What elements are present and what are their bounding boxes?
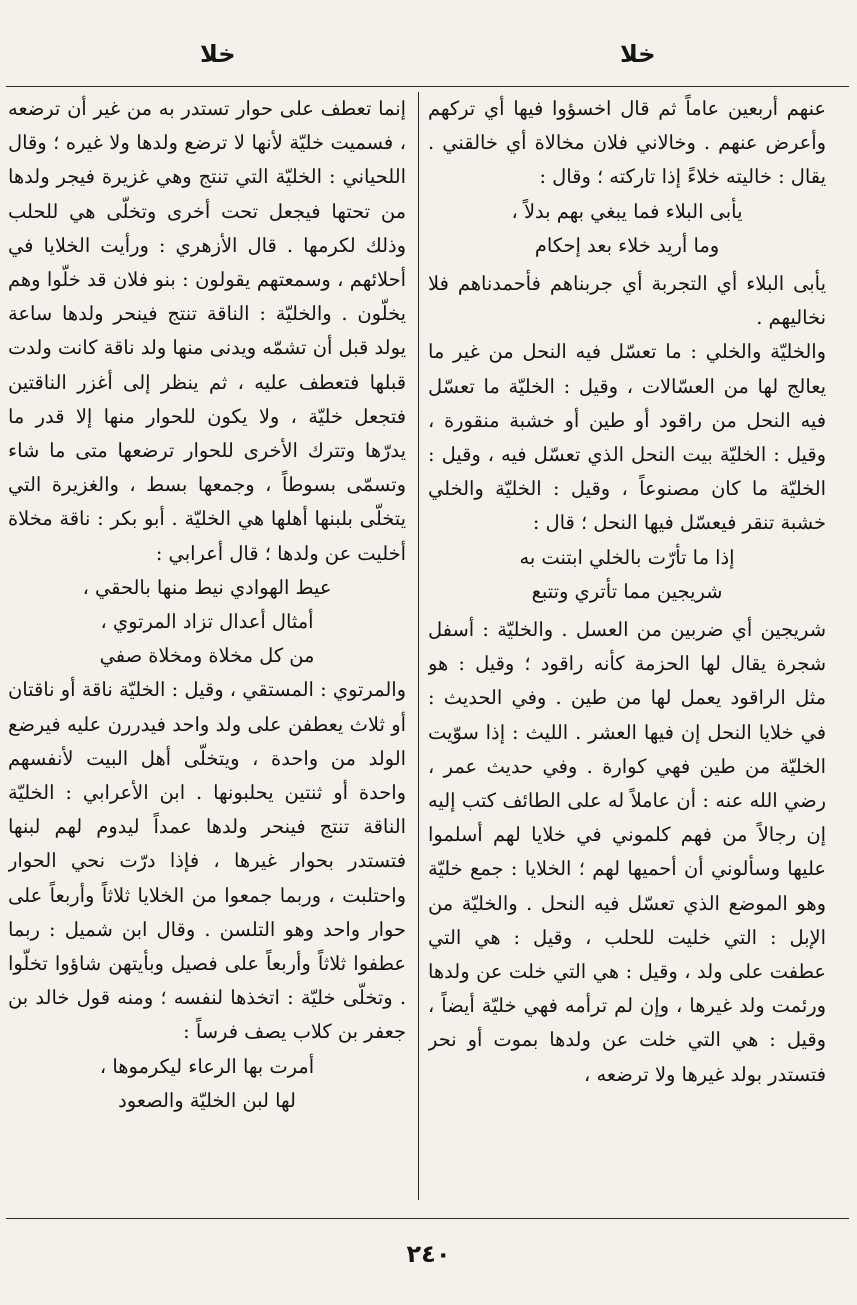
top-rule <box>6 86 849 87</box>
verse-line: أمرت بها الرعاء ليكرموها ، <box>99 1054 315 1078</box>
verse-line: عيط الهوادي نيط منها بالحقي ، <box>82 575 332 599</box>
verse-line: لها لبن الخليّة والصعود <box>118 1088 296 1112</box>
verse-line: شريجين مما تأتري وتتبع <box>531 579 723 603</box>
verse-line: من كل مخلاة ومخلاة صفي <box>99 644 315 668</box>
verse-line: إذا ما تأرّت بالخلي ابتنت به <box>519 545 735 569</box>
right-column <box>428 92 826 1210</box>
verse-line: أمثال أعدال تزاد المرتوي ، <box>100 610 314 634</box>
left-column <box>8 92 406 1210</box>
paragraph: عنهم أربعين عاماً ثم قال اخسؤوا فيها أي تركهم وأعرض عنهم . وخالاني فلان مخالاة أي خالقني . يقال : خاليته خلاءً إذا تاركته ؛ وقال : <box>428 97 826 189</box>
paragraph: إنما تعطف على حوار تستدر به من غير أن ترضعه ، فسميت خليّة لأنها لا ترضع ولدها ولا غيره ؛ وقال اللحياني : الخليّة التي تنتج وهي غزيرة فيجر ولدها من تحتها فيجعل تحت أخرى وتخلّى هي للحلب وذلك لكرمها . قال الأزهري : ورأيت الخلايا في أحلائهم ، وسمعتهم يقولون : بنو فلان قد خلّوا وهم يخلّون . والخليّة : الناقة تنتج فينحر ولدها ساعة يولد قبل أن تشمّه ويدنى منها ولد ناقة كانت ولدت قبلها فتعطف عليه ، ثم ينظر إلى أغزر الناقتين فتجعل خليّة ، ولا يكون للحوار منها إلا قدر ما يدرّها وتترك الأخرى للحوار ترضعها متى ما شاء وتسمّى بسوطاً ، وجمعها بسط ، والغزيرة التي يتخلّى بلبنها أهلها هي الخليّة . أبو بكر : ناقة مخلاة أخليت عن ولدها ؛ قال أعرابي : <box>8 97 406 565</box>
verse-line: وما أريد خلاء بعد إحكام <box>534 233 720 257</box>
bottom-rule <box>6 1218 849 1219</box>
column-divider <box>418 92 419 1200</box>
running-header-right: خلا <box>620 40 656 68</box>
paragraph: شريجين أي ضربين من العسل . والخليّة : أسفل شجرة يقال لها الحزمة كأنه راقود ؛ وقيل : هو مثل الراقود يعمل لها من طين . وفي الحديث : في خلايا النحل إن فيها العشر . الليث : إذا سوّيت الخليّة من طين فهي كوارة . وفي حديث عمر ، رضي الله عنه : أن عاملاً له على الطائف كتب إليه إن رجالاً من فهم كلموني في خلايا لهم أسلموا عليها وسألوني أن أحميها لهم ؛ الخلايا : جمع خليّة وهو الموضع الذي تعسّل فيه النحل . والخليّة من الإبل : التي خليت للحلب ، وقيل : هي التي عطفت على ولد ، وقيل : هي التي خلت عن ولدها ورئمت ولد غيرها ، وإن لم ترأمه فهي خليّة أيضاً ، وقيل : هي التي خلت عن ولدها بموت أو نحر فتستدر بولد غيرها ولا ترضعه ، <box>428 618 826 1086</box>
paragraph: يأبى البلاء أي التجربة أي جربناهم فأحمدناهم فلا نخاليهم . <box>428 272 826 330</box>
paragraph: والخليّة والخلي : ما تعسّل فيه النحل من غير ما يعالج لها من العسّالات ، وقيل : الخليّة ما تعسّل فيه النحل من راقود أو طين أو خشبة منقورة ، وقيل : الخليّة بيت النحل الذي تعسّل فيه ، وقيل : الخليّة ما كان مصنوعاً ، وقيل : الخليّة والخلي خشبة تنقر فيعسّل فيها النحل ؛ قال : <box>428 340 826 535</box>
paragraph: والمرتوي : المستقي ، وقيل : الخليّة ناقة أو ناقتان أو ثلاث يعطفن على ولد واحد فيدررن عليه فيرضع الولد من واحدة ، ويتخلّى أهل البيت لأنفسهم واحدة أو ثنتين يحلبونها . ابن الأعرابي : الخليّة الناقة تنتج فينحر ولدها عمداً ليدوم لهم لبنها فتستدر بحوار غيرها ، فإذا درّت نحي الحوار واحتلبت ، وربما جمعوا من الخلايا ثلاثاً وأربعاً على حوار واحد وهو التلسن . وقال ابن شميل : ربما عطفوا ثلاثاً وأربعاً على فصيل وبأيتهن شاؤوا تخلّوا . وتخلّى خليّة : اتخذها لنفسه ؛ ومنه قول خالد بن جعفر بن كلاب يصف فرساً : <box>8 678 406 1044</box>
verse-line: يأبى البلاء فما يبغي بهم بدلاً ، <box>511 199 743 223</box>
running-header-left: خلا <box>200 40 236 68</box>
page-number: ٢٤٠ <box>406 1240 451 1268</box>
